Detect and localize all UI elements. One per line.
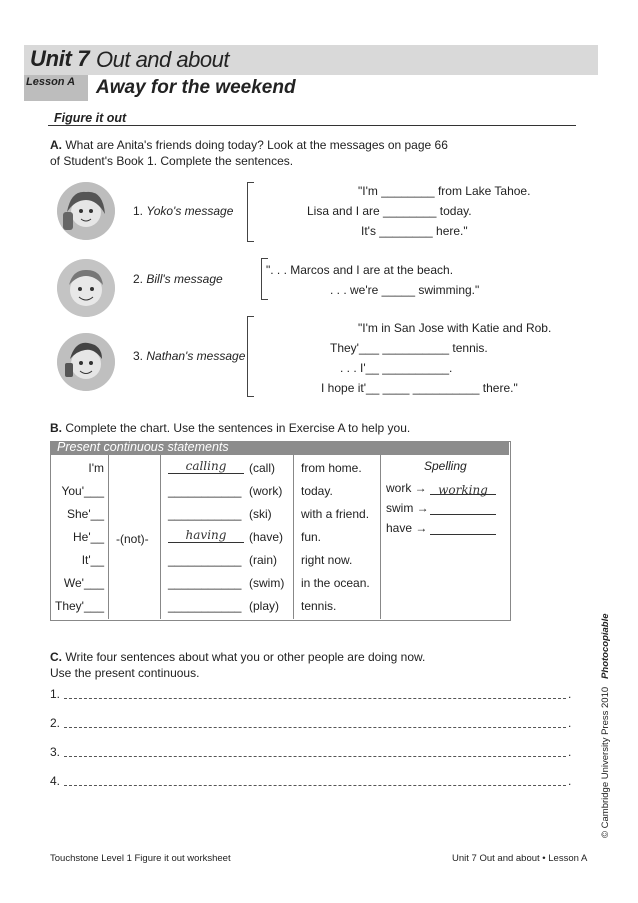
exercise-a-text-2: of Student's Book 1. Complete the sentences.: [50, 154, 294, 168]
verb-cue: (swim): [249, 576, 285, 590]
sentence-ending: with a friend.: [301, 507, 370, 521]
writing-line[interactable]: [64, 756, 566, 757]
chart-subject: I'm: [88, 461, 104, 475]
chart-header: [50, 441, 509, 455]
chart-title: Present continuous statements: [57, 440, 229, 454]
section-title: Figure it out: [54, 111, 127, 125]
item-2-lines: [266, 262, 496, 298]
writing-line[interactable]: [64, 698, 566, 699]
verb-blank: ___________: [168, 484, 242, 498]
handwritten-answer: calling: [185, 459, 227, 473]
item-3-line-2: They'___ __________ tennis.: [330, 341, 488, 355]
item-2-name: Bill's message: [146, 272, 223, 286]
item-1-bracket: [247, 182, 254, 242]
verb-blank: ___________: [168, 507, 242, 521]
item-2-line-1: ". . . Marcos and I are at the beach.: [266, 263, 454, 277]
item-2-label: [133, 271, 223, 287]
footer-right: Unit 7 Out and about • Lesson A: [452, 853, 588, 864]
item-3-bracket: [247, 316, 254, 397]
sentence-ending: in the ocean.: [301, 576, 370, 590]
item-3-name: Nathan's message: [146, 349, 246, 363]
spelling-word: have →: [386, 521, 428, 535]
chart-divider-2: [160, 455, 161, 619]
exercise-b-text: Complete the chart. Use the sentences in Exercise A to help you.: [65, 421, 411, 435]
writing-line-period: .: [568, 774, 572, 788]
spelling-answer: working: [438, 483, 488, 497]
lesson-title: Away for the weekend: [96, 77, 296, 98]
writing-line-period: .: [568, 716, 572, 730]
writing-line-number: 2.: [50, 716, 61, 730]
item-3-line-3: . . . I'__ __________.: [340, 361, 453, 375]
lesson-label: Lesson A: [26, 76, 76, 88]
verb-cue: (rain): [249, 553, 278, 567]
unit-title: Out and about: [96, 47, 229, 72]
sentence-ending: tennis.: [301, 599, 337, 613]
chart-subject: He'__: [73, 530, 104, 544]
writing-line-number: 1.: [50, 687, 61, 701]
nathan-portrait: [57, 333, 115, 391]
item-3-line-4: I hope it'__ ____ __________ there.": [321, 381, 518, 395]
verb-blank: ___________: [168, 599, 242, 613]
spelling-title: Spelling: [424, 459, 467, 473]
chart-divider-4: [380, 455, 381, 619]
verb-cue: (have): [249, 530, 284, 544]
handwritten-answer: having: [185, 528, 227, 542]
unit-number: Unit 7: [30, 46, 90, 71]
item-3-label: [133, 348, 245, 364]
chart-subject: She'__: [67, 507, 104, 521]
item-3-number: 3.: [133, 349, 144, 363]
verb-blank: [168, 460, 244, 474]
writing-line-period: .: [568, 745, 572, 759]
item-1-label: [133, 203, 233, 219]
exercise-b-instruction: [50, 420, 410, 436]
verb-blank: ___________: [168, 576, 242, 590]
sentence-ending: from home.: [301, 461, 362, 475]
exercise-c-instruction: [50, 649, 425, 681]
footer-left: Touchstone Level 1 Figure it out worksheet: [50, 853, 231, 864]
chart-subject: They'___: [55, 599, 104, 613]
spelling-word: swim →: [386, 501, 429, 515]
exercise-b-label: B.: [50, 421, 62, 435]
item-1-line-3: It's ________ here.": [361, 224, 468, 238]
spelling-word: work →: [386, 481, 427, 495]
photocopiable-text: Photocopiable: [600, 613, 611, 679]
spelling-answer-blank: [430, 481, 496, 495]
writing-line-period: .: [568, 687, 572, 701]
writing-line[interactable]: [64, 785, 566, 786]
chart-divider-1: [108, 455, 109, 619]
item-1-line-1: "I'm ________ from Lake Tahoe.: [358, 184, 531, 198]
verb-cue: (ski): [249, 507, 272, 521]
spelling-answer-blank: [430, 501, 496, 515]
item-1-lines: [300, 183, 555, 239]
yoko-portrait: [57, 182, 115, 240]
writing-line[interactable]: [64, 727, 566, 728]
item-2-line-2: . . . we're _____ swimming.": [330, 283, 480, 297]
chart-subject: You'___: [61, 484, 104, 498]
verb-cue: (work): [249, 484, 283, 498]
item-1-name: Yoko's message: [146, 204, 234, 218]
spelling-answer-blank: [430, 521, 496, 535]
item-3-lines: [300, 320, 555, 396]
item-1-number: 1.: [133, 204, 144, 218]
verb-cue: (play): [249, 599, 280, 613]
exercise-a-label: A.: [50, 138, 62, 152]
writing-line-number: 4.: [50, 774, 61, 788]
not-label: -(not)-: [116, 532, 149, 546]
exercise-a-instruction: [50, 137, 448, 169]
verb-blank: ___________: [168, 553, 242, 567]
exercise-a-text-1: What are Anita's friends doing today? Look at the messages on page 66: [65, 138, 448, 152]
exercise-c-text-1: Write four sentences about what you or other people are doing now.: [65, 650, 426, 664]
writing-line-number: 3.: [50, 745, 61, 759]
item-1-line-2: Lisa and I are ________ today.: [307, 204, 472, 218]
item-2-number: 2.: [133, 272, 144, 286]
exercise-c-label: C.: [50, 650, 62, 664]
item-3-line-1: "I'm in San Jose with Katie and Rob.: [358, 321, 552, 335]
chart-subject: We'___: [63, 576, 104, 590]
sentence-ending: right now.: [301, 553, 353, 567]
copyright-text: © Cambridge University Press 2010: [600, 686, 611, 838]
lesson-tab: [24, 75, 88, 101]
chart-divider-3: [293, 455, 294, 619]
verb-cue: (call): [249, 461, 275, 475]
exercise-c-text-2: Use the present continuous.: [50, 666, 200, 680]
side-note: [600, 613, 611, 838]
bill-portrait: [57, 259, 115, 317]
sentence-ending: fun.: [301, 530, 322, 544]
sentence-ending: today.: [301, 484, 333, 498]
section-rule: [48, 125, 576, 126]
verb-blank: [168, 529, 244, 543]
chart-subject: It'__: [81, 553, 104, 567]
